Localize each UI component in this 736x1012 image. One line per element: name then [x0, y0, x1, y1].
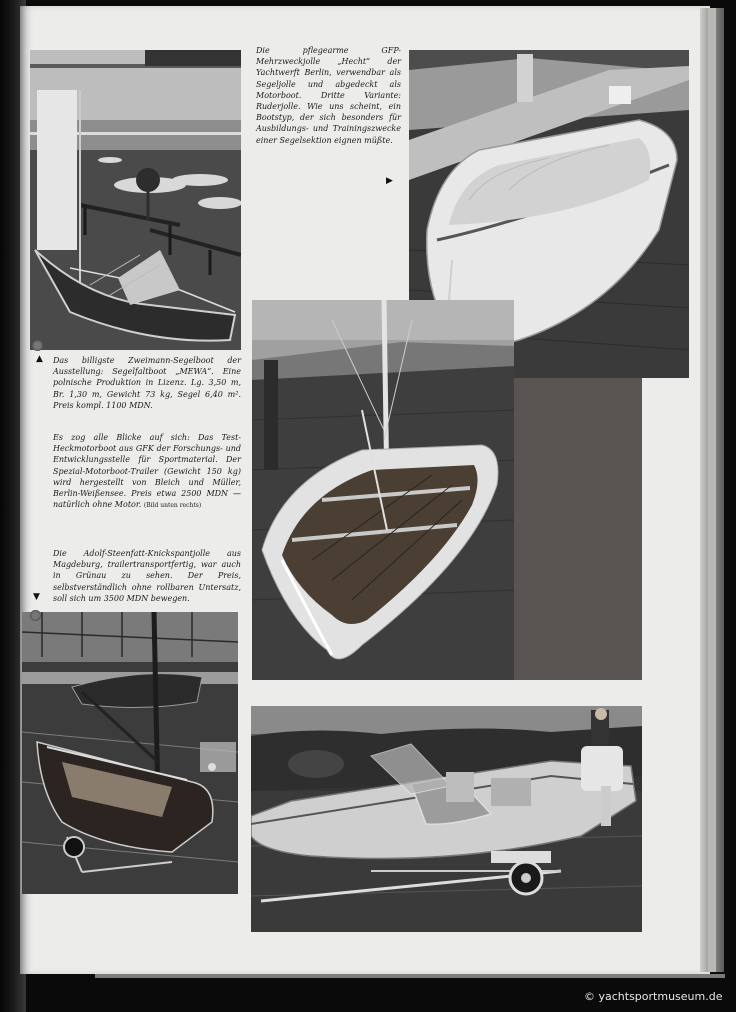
page-bottom-edge [95, 974, 725, 978]
arrow-up-icon: ▲ [36, 354, 43, 364]
color-block [514, 378, 642, 680]
arrow-down-icon: ▼ [33, 592, 40, 602]
page-hole-icon [32, 340, 43, 351]
caption-mewa: Das billigste Zweimann-Segelboot der Ausstellung: Segelfaltboot „MEWA“. Eine polnische Produktion in Lizenz. Lg. 3,50 m, Br. 1,30 m, Gewicht 73 kg, Segel 6,40 m². Preis kompl. 1100 MDN. [53, 356, 241, 410]
photo-steenfatt-dinghy [22, 612, 238, 894]
caption-hecht: Die pflegearme GFP-Mehrzweckjolle „Hecht“ der Yachtwerft Berlin, verwendbar als Segeljolle und abgedeckt als Motorboot. Dritte Variante: Ruderjolle. Wie uns scheint, ein Bootstyp, der sich besonders für Ausbildungs- und Trainingszwecke einer Segelsektion eignen müßte. [256, 46, 401, 145]
caption-trailer [53, 432, 241, 511]
caption-trailer-text: Es zog alle Blicke auf sich: Das Test-Heckmotorboot aus GFK der Forschungs- und Entwicklungsstelle für Sportmaterial. Der Spezial-Motorboot-Trailer (Gewicht 150 kg) wird hergestellt von Bleich und Müller, Berlin-Weißensee. Preis etwa 2500 MDN — natürlich ohne Motor. [53, 433, 241, 510]
arrow-right-icon: ▶ [386, 176, 393, 186]
caption-trailer-ref: (Bild unten rechts) [143, 502, 202, 510]
photo-mewa-boat [30, 50, 241, 350]
photo-motorboat-trailer [251, 706, 642, 932]
photo-dinghy-center [252, 300, 514, 680]
page-hole-icon [30, 610, 41, 621]
book-spine-highlight [708, 8, 716, 972]
caption-steenfatt: Die Adolf-Steenfatt-Knickspantjolle aus Magdeburg, trailertransportfertig, war auch in Grünau zu sehen. Der Preis, selbstverständlich ohne rollbaren Untersatz, soll sich um 3500 MDN bewegen. [53, 549, 241, 603]
copyright-credit: © yachtsportmuseum.de [584, 990, 723, 1003]
